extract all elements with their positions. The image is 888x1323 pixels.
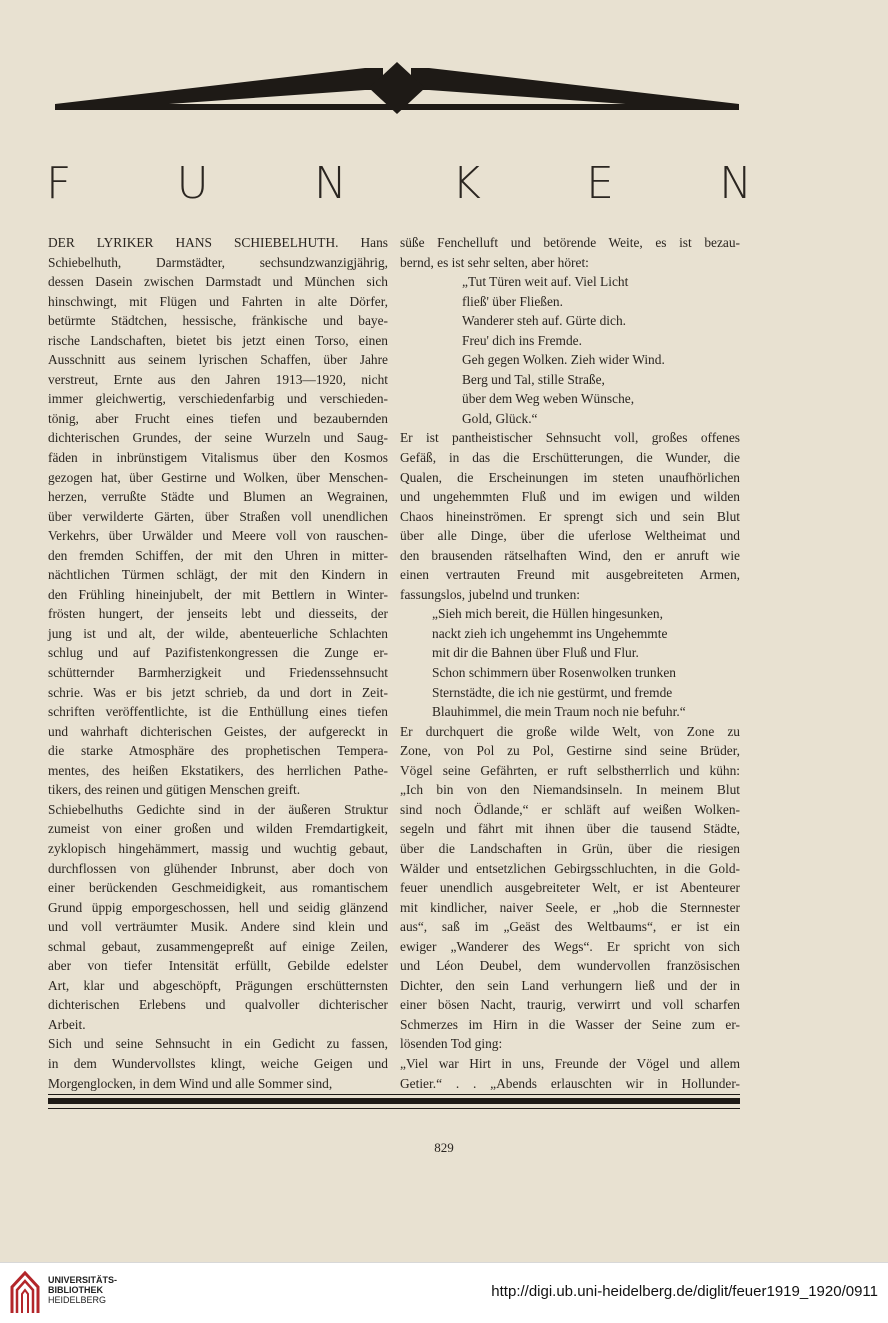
text-line: fassungslos, jubelnd und trunken: — [400, 586, 581, 602]
text-line: rische Landschaften, bietet bis jetzt einen Torso, einen — [48, 332, 388, 348]
text-line: Getier.“ . . „Abends erlauschten wir in Hollunder- — [400, 1075, 740, 1091]
text-line: Er ist pantheistischer Sehnsucht voll, großes offenes — [400, 430, 740, 446]
text-line: Vögel seine Gefährten, er ruft selbstherrlich und kühn: — [400, 762, 740, 778]
digitization-footer — [0, 1262, 888, 1323]
text-line: jung ist und alt, der wilde, abenteuerliche Schlachten — [48, 625, 388, 641]
library-line-3: HEIDELBERG — [48, 1295, 107, 1305]
text-line: aus“, saß im „Geäst des Weltbaums“, er ist ein — [400, 919, 740, 935]
text-line: schrie. Was er bis jetzt schrieb, da und dort in Zeit- — [48, 684, 388, 700]
text-line: lösenden Tod ging: — [400, 1036, 503, 1052]
header-ornament — [55, 60, 739, 116]
title-letter: K — [452, 157, 481, 209]
text-line: „Viel war Hirt in uns, Freunde der Vögel und allem — [400, 1055, 740, 1071]
text-line: Berg und Tal, stille Straße, — [462, 371, 605, 387]
text-line: Gold, Glück.“ — [462, 410, 538, 426]
text-line: dichterischen Grundes, der seine Wurzeln und Saug- — [48, 430, 388, 446]
text-line: „Sieh mich bereit, die Hüllen hingesunken, — [432, 606, 663, 622]
text-line: Morgenglocken, in dem Wind und alle Sommer sind, — [48, 1075, 333, 1091]
text-line: und voll verträumter Musik. Andere sind klein und — [48, 919, 388, 935]
text-line: einen vertrauten Freund mit ausgebreiteten Armen, — [400, 567, 740, 583]
text-line: Wälder und entsetzlichen Gebirgsschluchten, in die Gold- — [400, 860, 740, 876]
text-line: DER LYRIKER HANS SCHIEBELHUTH. Hans — [48, 235, 388, 250]
text-line: und wahrhaft dichterischen Geistes, der aufgereckt in — [48, 723, 388, 739]
text-line: schriften veröffentlichte, ist die Enthüllung eines tiefen — [48, 704, 388, 720]
text-line: Gefäß, in das die Erschütterungen, die Wunder, die — [400, 450, 740, 466]
text-line: nackt zieh ich ungehemmt ins Ungehemmte — [432, 625, 668, 641]
text-line: Schmerzes im Hirn in die Wasser der Seine zum er- — [400, 1016, 740, 1032]
text-line: Zone, von Pol zu Pol, Gestirne sind seine Brüder, — [400, 743, 740, 759]
library-line-2: BIBLIOTHEK — [48, 1285, 103, 1295]
library-name[interactable] — [48, 1275, 117, 1305]
text-line: über alle Dinge, über die uferlose Weltheimat und — [400, 528, 740, 544]
text-line: segeln und fährt mit ihnen über die tausend Städte, — [400, 821, 740, 837]
text-line: fäden in inbrünstigem Vitalismus über den Kosmos — [48, 450, 388, 466]
text-line: Sternstädte, die ich nie gestürmt, und fremde — [432, 684, 673, 700]
text-line: Blauhimmel, die mein Traum noch nie befuhr.“ — [432, 704, 686, 720]
title-letter: F — [46, 157, 72, 209]
text-line: hinschwingt, mit Flügen und Fahrten in alte Dörfer, — [48, 293, 388, 309]
text-line: über die Landschaften in Grün, über die riesigen — [400, 840, 740, 856]
text-line: einer bösen Nacht, traurig, verwirrt und voll scharfen — [400, 997, 740, 1013]
right-middle-paragraph — [400, 428, 740, 604]
text-line: süße Fenchelluft und betörende Weite, es ist bezau- — [400, 235, 740, 250]
text-line: ewiger „Wanderer des Wegs“. Er spricht von sich — [400, 938, 740, 954]
text-line: durchflossen von glühender Inbrunst, aber doch von — [48, 860, 388, 876]
text-line: herzen, verrußte Städte und Blumen an Wegrainen, — [48, 489, 388, 505]
text-line: tönig, aber Frucht eines tiefen und bezaubernden — [48, 410, 388, 426]
text-line: Ausschnitt aus seinem lyrischen Schaffen, über Jahre — [48, 352, 388, 368]
text-line: Schiebelhuth, Darmstädter, sechsundzwanzigjährig, — [48, 254, 388, 270]
text-line: schütternder Barmherzigkeit und Friedenssehnsucht — [48, 665, 388, 681]
title-letter: U — [176, 157, 209, 209]
text-line: „Tut Türen weit auf. Viel Licht — [462, 274, 629, 290]
text-line: fließ' über Fließen. — [462, 293, 563, 309]
text-line: die starke Atmosphäre des prophetischen Tempera- — [48, 743, 388, 759]
text-line: und ungehemmten Fluß und im ewigen und wilden — [400, 489, 740, 505]
text-line: Dichter, den sein Land verhungern ließ und der in — [400, 977, 740, 993]
footer-rule-thick — [48, 1098, 740, 1104]
text-line: Freu' dich ins Fremde. — [462, 332, 582, 348]
text-line: sind noch Ödlande,“ er schläft auf weißen Wolken- — [400, 801, 740, 817]
text-line: mit kindlicher, naiver Seele, er „hob die Sternnester — [400, 899, 740, 915]
text-line: tikers, des reinen und gütigen Menschen greift. — [48, 782, 301, 798]
text-line: Art, klar und abgeschöpft, Prägungen erschütternsten — [48, 977, 388, 993]
text-line: schmal gebaut, zusammengepreßt auf einige Zeilen, — [48, 938, 388, 954]
source-url-link[interactable]: http://digi.ub.uni-heidelberg.de/diglit/feuer1919_1920/0911 — [491, 1283, 878, 1300]
text-line: Chaos hineinströmen. Er sprengt sich und sein Blut — [400, 508, 740, 524]
text-line: zumeist von einer großen und wilden Fremdartigkeit, — [48, 821, 388, 837]
text-line: feuer unendlich ausgebreiteter Welt, er ist Abenteurer — [400, 880, 740, 896]
text-line: bernd, es ist sehr selten, aber höret: — [400, 254, 589, 270]
right-column — [400, 233, 740, 1093]
page-title — [46, 158, 752, 208]
poem-quote-2 — [400, 604, 740, 721]
text-line: Arbeit. — [48, 1016, 86, 1032]
text-line: einer berückenden Geschmeidigkeit, aus romantischem — [48, 880, 388, 896]
text-line: über verwilderte Gärten, über Straßen voll unendlichen — [48, 508, 388, 524]
text-line: dichterischen Erlebens und qualvoller dichterischer — [48, 997, 388, 1013]
left-column — [48, 233, 388, 1093]
text-line: „Ich bin von den Niemandsinseln. In meinem Blut — [400, 782, 740, 798]
text-line: schlug und auf Pazifistenkongressen die Zunge er- — [48, 645, 388, 661]
library-line-1: UNIVERSITÄTS- — [48, 1275, 118, 1285]
text-line: Wanderer steh auf. Gürte dich. — [462, 313, 627, 329]
text-line: dessen Dasein zwischen Darmstadt und München sich — [48, 274, 388, 290]
footer-rule-top — [48, 1094, 740, 1095]
title-letter: E — [586, 157, 614, 209]
text-line: zyklopisch hingehämmert, massig und wuchtig gebaut, — [48, 840, 388, 856]
text-line: betürmte Städtchen, hessische, fränkische und baye- — [48, 313, 388, 329]
library-logo-icon[interactable] — [8, 1269, 42, 1315]
text-line: und Léon Deubel, dem wundervollen französischen — [400, 958, 740, 974]
text-line: über dem Weg weben Wünsche, — [462, 391, 635, 407]
text-line: den fremden Schiffen, der mit den Uhren in mitter- — [48, 547, 388, 563]
title-letter: N — [313, 157, 347, 209]
text-line: in dem Wundervollstes klingt, weiche Geigen und — [48, 1055, 388, 1071]
text-line: nächtlichen Türmen schlägt, der mit den Kindern in — [48, 567, 388, 583]
text-line: immer gleichwertig, verschiedenfarbig und verschieden- — [48, 391, 388, 407]
text-line: mit dir die Bahnen über Fluß und Flur. — [432, 645, 639, 661]
right-end-paragraph — [400, 722, 740, 1093]
page-number: 829 — [434, 1140, 454, 1155]
text-line: Geh gegen Wolken. Zieh wider Wind. — [462, 352, 665, 368]
text-line: Verkehrs, über Urwälder und Meere voll von rauschen- — [48, 528, 388, 544]
text-line: verstreut, Ernte aus den Jahren 1913—1920, nicht — [48, 371, 388, 387]
footer-rule-bottom — [48, 1108, 740, 1109]
poem-quote-1 — [400, 272, 740, 428]
text-line: Grund üppig emporgeschossen, hell und seidig glänzend — [48, 899, 388, 915]
right-intro — [400, 233, 740, 272]
text-line: frösten hungert, der jenseits lebt und diesseits, der — [48, 606, 388, 622]
text-line: den Frühling hineinjubelt, der mit Bettlern in Winter- — [48, 586, 388, 602]
title-letter: N — [719, 157, 752, 209]
text-line: aber von tiefer Intensität erfüllt, Gebilde edelster — [48, 958, 388, 974]
text-line: Schon schimmern über Rosenwolken trunken — [432, 665, 676, 681]
text-line: Schiebelhuths Gedichte sind in der äußeren Struktur — [48, 801, 388, 817]
text-line: gezogen hat, über Gestirne und Wolken, über Menschen- — [48, 469, 388, 485]
text-line: Er durchquert die große wilde Welt, von Zone zu — [400, 723, 740, 739]
text-line: den brausenden rätselhaften Wind, den er anruft wie — [400, 547, 740, 563]
text-line: Sich und seine Sehnsucht in ein Gedicht zu fassen, — [48, 1036, 388, 1052]
text-line: mentes, des heißen Ekstatikers, des herrlichen Pathe- — [48, 762, 388, 778]
text-line: Qualen, die Erscheinungen im steten unaufhörlichen — [400, 469, 740, 485]
